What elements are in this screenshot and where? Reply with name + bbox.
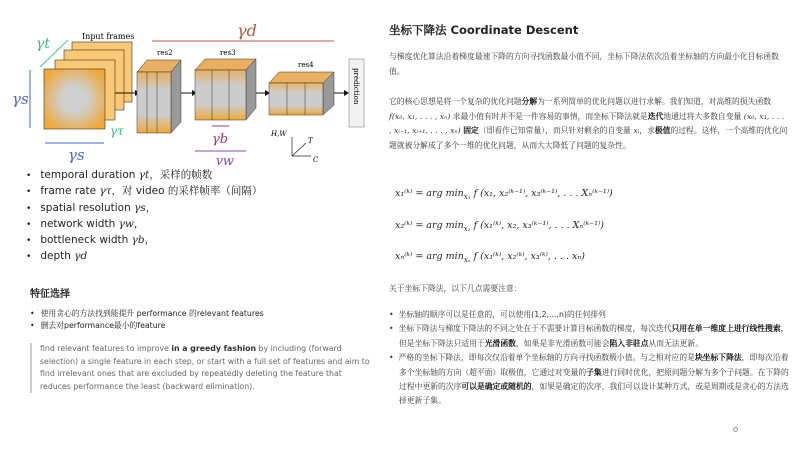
network-diagram [0,0,370,165]
list-item: • 删去对performance最小的feature [30,320,264,332]
core-idea-paragraph: 它的核心思想是将一个复杂的优化问题分解为一系列简单的优化问题以进行求解。我们知道，对高维的损失函数 f(x₀, x₁, . . . , xₙ) 求最小值有时并不是一件容易的事情，而坐标下降法就是迭代地通过将大多数自变量 (x₀, x₁, . . . , xᵢ₋₁, xᵢ₊₁, . . . , xₙ) 固定（即看作已知常量），而只针对剩余的自变量 xᵢ，求极值的过程。这样，一个高维的优化问题就被分解成了多个一维的优化问题，从而大大降低了问题的复杂性。 [389,97,788,150]
gamma-tau-label: γτ [110,124,124,138]
res4-block [269,72,334,115]
gamma-w-label: γw [215,154,234,165]
prediction-label: prediction [352,68,360,105]
list-item: • 使用贪心的方法找到能提升 performance 的relevant features [30,308,264,320]
notes-list [389,308,791,409]
gamma-b-label: γb [212,132,229,147]
axis-t-label: T [308,137,313,145]
list-item: • temporal duration γt，采样的帧数 [26,168,262,184]
list-item: • 严格的坐标下降法，即每次仅沿着单个坐标轴的方向寻找函数极小值。与之相对应的是块坐标下降法，即每次沿着多个坐标轴的方向（超平面）取极值，它通过对变量的子集进行同时优化，把原问题分解为多个子问题。在下降的过程中更新的次序可以是确定或随机的，如果是确定的次序，我们可以设计某种方式，或是周期或是贪心的方法选择更新子集。 [389,351,791,409]
list-item: • bottleneck width γb， [26,233,262,249]
list-item: • 坐标轴的顺序可以是任意的，可以使用(1,2,...,n)的任何排列 [389,308,791,322]
list-item: • frame rate γτ，对 video 的采样帧率（间隔） [26,184,262,200]
notes-intro: 关于坐标下降法，以下几点需要注意： [389,284,522,293]
parameter-list [26,168,262,266]
axis-c-label: C [313,156,319,164]
equation-n: xₙ⁽ᵏ⁾ = arg $\min_{x_n} f$ (x₁⁽ᵏ⁾, x₂⁽ᵏ⁾, x₃⁽ᵏ⁾, . . . xₙ) [395,251,585,264]
res2-block [137,60,181,133]
axis-hw-label: H,W [271,130,287,138]
equation-1: x₁⁽ᵏ⁾ = arg $\min_{x_1} f$ (x₁, x₂⁽ᵏ⁻¹⁾, x₃⁽ᵏ⁻¹⁾, . . . Xₙ⁽ᵏ⁻¹⁾) [395,188,613,201]
feature-selection-heading: 特征选择 [30,289,70,300]
equation-2: x₂⁽ᵏ⁾ = arg $\min_{x_2} f$ (x₁⁽ᵏ⁾, x₂, x₃⁽ᵏ⁻¹⁾, . . . Xₙ⁽ᵏ⁻¹⁾) [395,220,604,233]
gamma-d-label: γd [237,21,257,40]
feature-list [30,308,264,332]
res3-block [195,59,256,120]
res2-label: res2 [157,49,173,57]
circle-marker-icon [733,427,738,432]
list-item: • spatial resolution γs， [26,201,262,217]
list-item: • 坐标下降法与梯度下降法的不同之处在于不需要计算目标函数的梯度，每次迭代只用在单一维度上进行线性搜索，但是坐标下降法只适用于光滑函数，如果是非光滑函数可能会陷入非驻点从而无法更新。 [389,322,791,351]
res3-label: res3 [220,49,236,57]
page-title: 坐标下降法 Coordinate Descent [389,23,579,37]
gamma-s-vertical-label: γs [12,90,29,108]
gamma-t-label: γt [36,36,50,52]
intro-paragraph: 与梯度优化算法沿着梯度最速下降的方向寻找函数最小值不同，坐标下降法依次沿着坐标轴的方向最小化目标函数值。 [389,52,779,76]
gamma-s-horizontal-label: γs [68,146,85,164]
right-panel [375,0,800,450]
left-panel [0,0,370,450]
res4-label: res4 [298,61,314,69]
list-item: • depth γd [26,249,262,265]
input-frames-label: Input frames [82,32,135,41]
list-item: • network width γw， [26,217,262,233]
blockquote: find relevant features to improve in a greedy fashion by including (forward selection) a single feature in each step, or start with a full set of features and aim to find irrelevant ones that are excluded by repeatedly deleting the feature that reduces performance the least (backward elimination). [30,343,370,393]
